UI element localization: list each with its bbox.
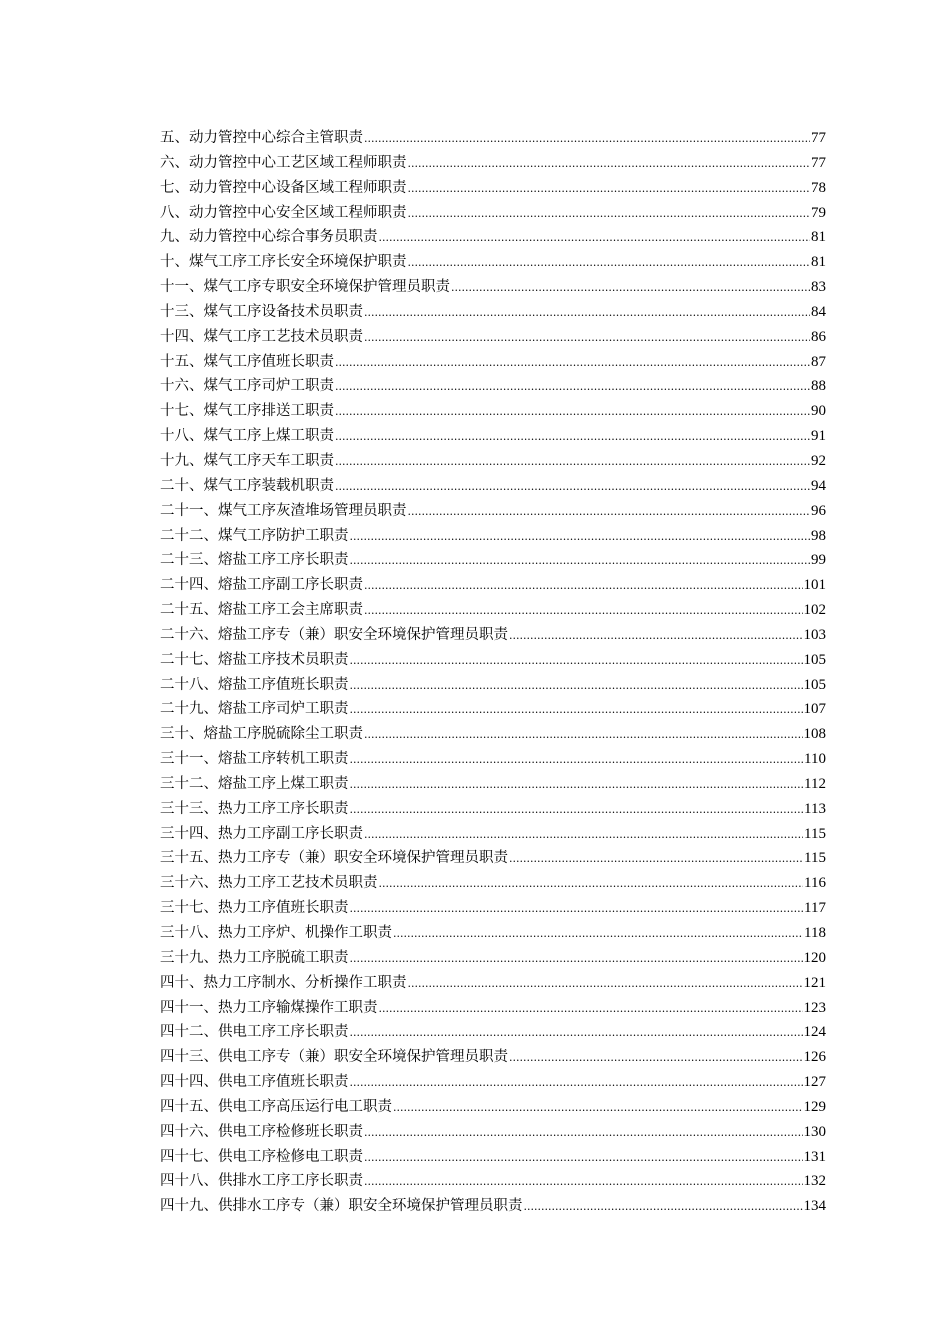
toc-dot-leader: [364, 301, 810, 326]
toc-entry-page-number: 84: [811, 303, 826, 320]
toc-entry-page-number: 88: [811, 378, 826, 395]
toc-entry[interactable]: [160, 648, 826, 673]
toc-entry-title: 二十、煤气工序装载机职责: [160, 477, 334, 494]
toc-entry[interactable]: [160, 275, 826, 300]
toc-entry-page-number: 107: [803, 701, 826, 718]
toc-entry[interactable]: [160, 697, 826, 722]
toc-entry-page-number: 117: [804, 900, 826, 917]
toc-entry-page-number: 121: [803, 974, 826, 991]
toc-dot-leader: [408, 500, 811, 525]
toc-entry[interactable]: [160, 1045, 826, 1070]
toc-entry-page-number: 79: [811, 204, 826, 221]
toc-entry-title: 三十三、热力工序工序长职责: [160, 800, 349, 817]
toc-entry-title: 四十、热力工序制水、分析操作工职责: [160, 974, 407, 991]
toc-dot-leader: [350, 649, 803, 674]
toc-entry[interactable]: [160, 399, 826, 424]
toc-entry-title: 四十一、热力工序输煤操作工职责: [160, 999, 378, 1016]
toc-entry[interactable]: [160, 350, 826, 375]
toc-entry-title: 三十六、热力工序工艺技术员职责: [160, 875, 378, 892]
toc-entry-page-number: 83: [811, 279, 826, 296]
toc-entry-title: 四十七、供电工序检修电工职责: [160, 1148, 363, 1165]
toc-entry-page-number: 77: [811, 130, 826, 146]
toc-entry-title: 四十二、供电工序工序长职责: [160, 1024, 349, 1041]
toc-entry-page-number: 105: [803, 651, 826, 668]
toc-entry-page-number: 98: [811, 527, 826, 544]
toc-dot-leader: [350, 798, 804, 823]
toc-entry-title: 二十三、熔盐工序工序长职责: [160, 552, 349, 569]
toc-entry-page-number: 112: [804, 775, 826, 792]
toc-entry-title: 十八、煤气工序上煤工职责: [160, 428, 334, 445]
toc-dot-leader: [451, 276, 810, 301]
toc-entry[interactable]: [160, 499, 826, 524]
toc-entry[interactable]: [160, 176, 826, 201]
toc-entry-title: 三十八、热力工序炉、机操作工职责: [160, 925, 392, 941]
toc-entry[interactable]: [160, 946, 826, 971]
toc-entry-title: 十三、煤气工序设备技术员职责: [160, 303, 363, 320]
toc-entry[interactable]: [160, 151, 826, 176]
toc-entry[interactable]: [160, 325, 826, 350]
toc-dot-leader: [364, 823, 803, 848]
toc-entry[interactable]: [160, 548, 826, 573]
toc-entry-page-number: 96: [811, 502, 826, 519]
toc-entry[interactable]: [160, 374, 826, 399]
toc-entry-title: 二十九、熔盐工序司炉工职责: [160, 701, 349, 718]
toc-dot-leader: [408, 177, 811, 202]
toc-entry-page-number: 90: [811, 403, 826, 420]
toc-entry-page-number: 120: [803, 949, 826, 966]
toc-entry[interactable]: [160, 126, 826, 151]
toc-entry[interactable]: [160, 797, 826, 822]
toc-dot-leader: [335, 351, 810, 376]
toc-entry[interactable]: [160, 300, 826, 325]
toc-entry-title: 二十四、熔盐工序副工序长职责: [160, 577, 363, 594]
toc-entry-title: 三十二、熔盐工序上煤工职责: [160, 775, 349, 792]
toc-entry-title: 三十七、热力工序值班长职责: [160, 900, 349, 917]
toc-dot-leader: [509, 1046, 803, 1071]
toc-entry-title: 三十五、热力工序专（兼）职安全环境保护管理员职责: [160, 850, 508, 867]
toc-entry-page-number: 77: [811, 154, 826, 171]
toc-dot-leader: [408, 152, 811, 177]
toc-entry-page-number: 86: [811, 328, 826, 345]
toc-dot-leader: [335, 475, 810, 500]
toc-entry[interactable]: [160, 846, 826, 871]
toc-entry-page-number: 130: [803, 1123, 826, 1140]
toc-entry-title: 三十一、熔盐工序转机工职责: [160, 751, 349, 768]
toc-entry-title: 二十二、煤气工序防护工职责: [160, 527, 349, 544]
toc-dot-leader: [335, 425, 810, 450]
toc-dot-leader: [350, 525, 811, 550]
toc-entry-page-number: 101: [803, 577, 826, 594]
toc-dot-leader: [350, 773, 804, 798]
toc-entry-page-number: 132: [803, 1173, 826, 1190]
toc-entry[interactable]: [160, 424, 826, 449]
toc-entry[interactable]: [160, 250, 826, 275]
toc-entry[interactable]: [160, 996, 826, 1021]
toc-entry-page-number: 103: [803, 626, 826, 643]
toc-dot-leader: [379, 872, 804, 897]
toc-entry-title: 十、煤气工序工序长安全环境保护职责: [160, 254, 407, 271]
toc-entry-page-number: 115: [804, 825, 826, 842]
toc-dot-leader: [509, 624, 803, 649]
toc-entry-title: 四十六、供电工序检修班长职责: [160, 1123, 363, 1140]
toc-entry[interactable]: [160, 747, 826, 772]
toc-entry[interactable]: [160, 772, 826, 797]
toc-entry-title: 二十一、煤气工序灰渣堆场管理员职责: [160, 502, 407, 519]
toc-dot-leader: [408, 251, 811, 276]
toc-entry-page-number: 91: [811, 428, 826, 445]
toc-entry[interactable]: [160, 623, 826, 648]
toc-entry[interactable]: [160, 1145, 826, 1170]
toc-entry-title: 四十四、供电工序值班长职责: [160, 1074, 349, 1091]
toc-entry[interactable]: [160, 1020, 826, 1045]
toc-entry-page-number: 105: [803, 676, 826, 693]
toc-entry[interactable]: [160, 201, 826, 226]
toc-entry-page-number: 127: [803, 1074, 826, 1091]
toc-entry-title: 十七、煤气工序排送工职责: [160, 403, 334, 420]
toc-dot-leader: [364, 1146, 803, 1171]
toc-entry-title: 九、动力管控中心综合事务员职责: [160, 229, 378, 246]
toc-dot-leader: [524, 1195, 803, 1220]
toc-entry[interactable]: [160, 896, 826, 921]
toc-entry-title: 四十八、供排水工序工序长职责: [160, 1173, 363, 1190]
toc-entry-title: 五、动力管控中心综合主管职责: [160, 130, 363, 146]
toc-entry-page-number: 110: [804, 751, 826, 768]
toc-entry-page-number: 118: [804, 925, 826, 941]
toc-entry-title: 十五、煤气工序值班长职责: [160, 353, 334, 370]
toc-entry[interactable]: [160, 722, 826, 747]
toc-entry-title: 三十九、热力工序脱硫工职责: [160, 949, 349, 966]
toc-entry-title: 二十八、熔盐工序值班长职责: [160, 676, 349, 693]
toc-entry-title: 十九、煤气工序天车工职责: [160, 452, 334, 469]
toc-entry-title: 二十七、熔盐工序技术员职责: [160, 651, 349, 668]
toc-entry[interactable]: [160, 871, 826, 896]
toc-entry-title: 十四、煤气工序工艺技术员职责: [160, 328, 363, 345]
toc-dot-leader: [393, 922, 803, 947]
toc-entry-title: 二十六、熔盐工序专（兼）职安全环境保护管理员职责: [160, 626, 508, 643]
toc-dot-leader: [350, 698, 803, 723]
toc-entry-page-number: 116: [804, 875, 826, 892]
toc-entry-page-number: 108: [803, 726, 826, 743]
toc-entry-title: 四十九、供排水工序专（兼）职安全环境保护管理员职责: [160, 1198, 523, 1215]
toc-dot-leader: [364, 723, 803, 748]
toc-dot-leader: [408, 972, 803, 997]
toc-dot-leader: [350, 1021, 803, 1046]
toc-entry[interactable]: [160, 1120, 826, 1145]
table-of-contents: [160, 126, 826, 1219]
toc-entry-title: 六、动力管控中心工艺区域工程师职责: [160, 154, 407, 171]
toc-dot-leader: [350, 549, 811, 574]
toc-entry-title: 八、动力管控中心安全区域工程师职责: [160, 204, 407, 221]
toc-dot-leader: [350, 748, 804, 773]
toc-entry-page-number: 115: [804, 850, 826, 867]
toc-dot-leader: [364, 599, 803, 624]
toc-entry[interactable]: [160, 1095, 826, 1120]
toc-entry[interactable]: [160, 524, 826, 549]
toc-dot-leader: [350, 947, 803, 972]
toc-entry-title: 四十三、供电工序专（兼）职安全环境保护管理员职责: [160, 1049, 508, 1066]
toc-entry[interactable]: [160, 822, 826, 847]
toc-entry-title: 十六、煤气工序司炉工职责: [160, 378, 334, 395]
toc-entry[interactable]: [160, 449, 826, 474]
toc-dot-leader: [350, 1071, 803, 1096]
toc-entry-title: 七、动力管控中心设备区域工程师职责: [160, 179, 407, 196]
toc-dot-leader: [364, 1121, 803, 1146]
toc-entry[interactable]: [160, 1169, 826, 1194]
toc-entry-page-number: 131: [803, 1148, 826, 1165]
toc-entry[interactable]: [160, 673, 826, 698]
toc-entry-title: 四十五、供电工序高压运行电工职责: [160, 1098, 392, 1115]
toc-entry-page-number: 94: [811, 477, 826, 494]
toc-entry-page-number: 126: [803, 1049, 826, 1066]
toc-entry[interactable]: [160, 971, 826, 996]
toc-dot-leader: [364, 1170, 803, 1195]
toc-entry-page-number: 81: [811, 229, 826, 246]
toc-dot-leader: [335, 400, 810, 425]
toc-entry-page-number: 81: [811, 254, 826, 271]
toc-entry-title: 三十、熔盐工序脱硫除尘工职责: [160, 726, 363, 743]
toc-dot-leader: [509, 847, 803, 872]
toc-entry-page-number: 124: [803, 1024, 826, 1041]
toc-dot-leader: [408, 202, 811, 227]
toc-dot-leader: [364, 574, 803, 599]
toc-entry-title: 二十五、熔盐工序工会主席职责: [160, 602, 363, 619]
toc-entry[interactable]: [160, 225, 826, 250]
toc-entry-page-number: 99: [811, 552, 826, 569]
toc-dot-leader: [393, 1096, 803, 1121]
toc-entry-page-number: 123: [803, 999, 826, 1016]
toc-entry[interactable]: [160, 573, 826, 598]
toc-dot-leader: [350, 674, 803, 699]
toc-entry[interactable]: [160, 598, 826, 623]
toc-entry[interactable]: [160, 1070, 826, 1095]
toc-entry[interactable]: [160, 1194, 826, 1219]
toc-dot-leader: [335, 450, 810, 475]
toc-entry-title: 十一、煤气工序专职安全环境保护管理员职责: [160, 279, 450, 296]
toc-entry[interactable]: [160, 474, 826, 499]
toc-dot-leader: [379, 226, 811, 251]
toc-entry[interactable]: [160, 921, 826, 946]
toc-entry-page-number: 134: [803, 1198, 826, 1215]
toc-entry-page-number: 78: [811, 179, 826, 196]
toc-entry-page-number: 92: [811, 452, 826, 469]
toc-entry-page-number: 87: [811, 353, 826, 370]
toc-dot-leader: [364, 127, 810, 152]
toc-entry-title: 三十四、热力工序副工序长职责: [160, 825, 363, 842]
toc-dot-leader: [379, 997, 803, 1022]
toc-dot-leader: [350, 897, 804, 922]
toc-entry-page-number: 113: [804, 800, 826, 817]
toc-dot-leader: [335, 375, 810, 400]
toc-entry-page-number: 102: [803, 602, 826, 619]
toc-dot-leader: [364, 326, 810, 351]
toc-entry-page-number: 129: [803, 1098, 826, 1115]
